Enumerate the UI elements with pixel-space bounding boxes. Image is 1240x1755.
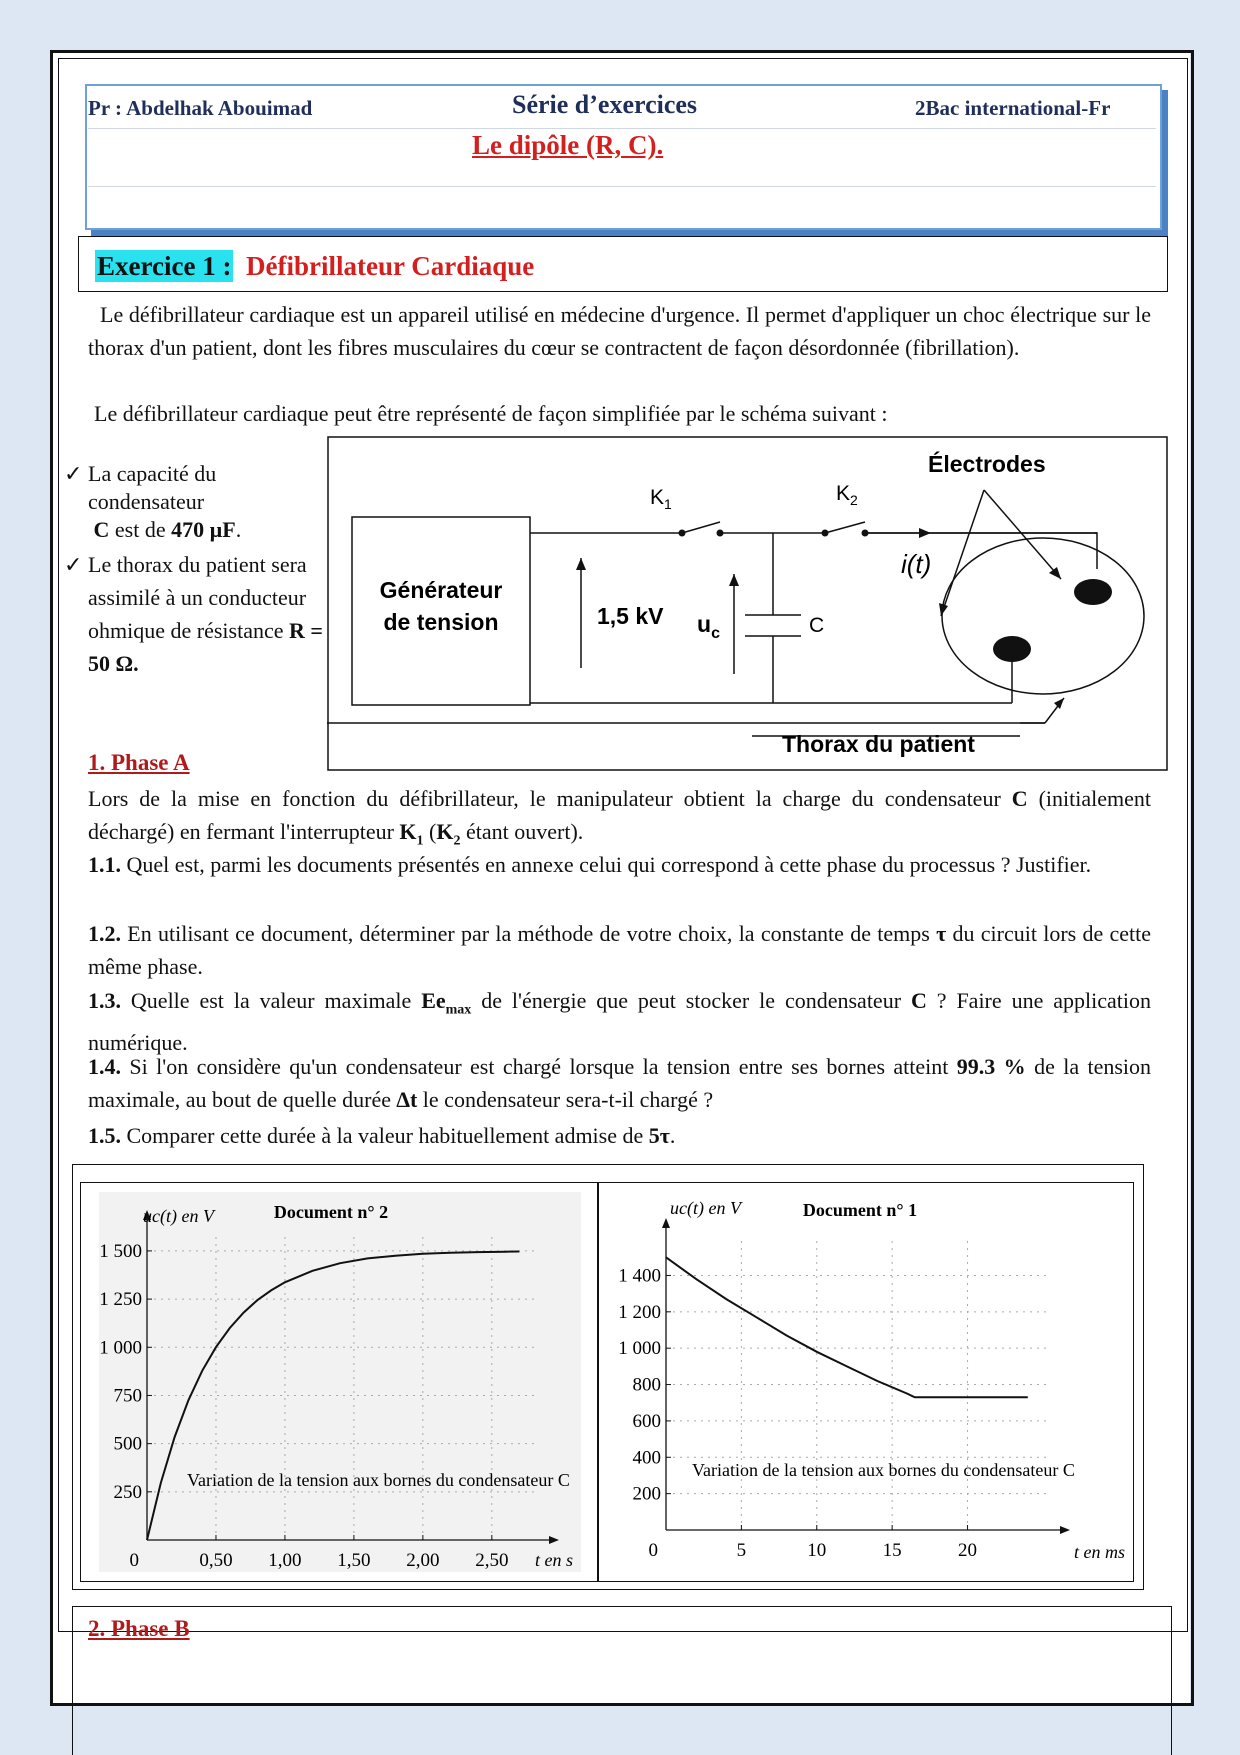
- exercise-title-box: [78, 236, 1168, 292]
- generator-label: de tension: [383, 609, 499, 635]
- schema-intro: Le défibrillateur cardiaque peut être représenté de façon simplifiée par le schéma suivant :: [94, 401, 888, 426]
- electrode: [1074, 579, 1112, 605]
- chart-document-1: [612, 1192, 1128, 1572]
- current-label: i(t): [901, 549, 932, 579]
- chart-title: Document n° 1: [802, 1200, 918, 1220]
- x-tick-label: 5: [736, 1540, 747, 1561]
- exercise-title: Défibrillateur Cardiaque: [246, 251, 535, 281]
- uc-label: $u_c$: [697, 611, 720, 642]
- y-tick-label: 1 000: [99, 1337, 142, 1359]
- capacitor-label: C: [809, 614, 825, 637]
- page-title: Le dipôle (R, C).: [472, 130, 664, 160]
- k2-label: $K_2$: [836, 482, 858, 508]
- x-tick-label: 15: [882, 1540, 902, 1561]
- y-tick-label: 1 500: [99, 1240, 142, 1262]
- x-axis-label: t en s: [535, 1550, 573, 1570]
- y-tick-label: 800: [632, 1374, 661, 1396]
- level: 2Bac international-Fr: [915, 96, 1111, 120]
- phase-b-title: 2. Phase B: [88, 1616, 190, 1641]
- intro-paragraph: Le défibrillateur cardiaque est un appareil utilisé en médecine d'urgence. Il permet d'appliquer un choc électrique sur le thorax d'un patient, dont les fibres musculaires du cœur se contractent de façon désordonnée (fibrillation).: [88, 302, 1151, 360]
- data-line: [666, 1257, 1028, 1397]
- k1-label: $K_1$: [650, 486, 672, 512]
- electrode: [993, 636, 1031, 662]
- question-1-4: 1.4. Si l'on considère qu'un condensateur est chargé lorsque la tension entre ses bornes atteint 99.3 % de la tension maximale, au bout de quelle durée ∆t le condensateur sera-t-il chargé ?: [88, 1054, 1152, 1112]
- phase-a-title: 1. Phase A: [88, 750, 190, 775]
- y-axis-label: uc(t) en V: [143, 1206, 214, 1226]
- x-tick-label: 0,50: [199, 1550, 233, 1571]
- x-tick-label: 20: [958, 1540, 978, 1561]
- y-tick-label: 1 000: [618, 1338, 661, 1360]
- bullet-thorax: ✓ Le thorax du patient sera assimilé à un conducteur ohmique de résistance R = 50 Ω.: [64, 548, 336, 680]
- header-line: [88, 186, 1156, 187]
- circuit-diagram: [327, 436, 1169, 772]
- phase-a-intro: Lors de la mise en fonction du défibrillateur, le manipulateur obtient la charge du condensateur C (initialement déchargé) en fermant l'interrupteur $K_1$ ($K_2$ étant ouvert).: [88, 786, 1151, 849]
- check-icon: ✓: [64, 461, 83, 486]
- question-1-3: 1.3. Quelle est la valeur maximale $Ee_{max}$ de l'énergie que peut stocker le condensateur C ? Faire une application numérique.: [88, 988, 1151, 1056]
- voltage-label: 1,5 kV: [597, 603, 664, 629]
- y-tick-label: 400: [632, 1447, 661, 1469]
- y-tick-label: 200: [632, 1483, 661, 1505]
- origin-label: 0: [129, 1550, 139, 1571]
- chart-annotation: Variation de la tension aux bornes du condensateur C: [692, 1460, 1075, 1480]
- x-axis-label: t en ms: [1074, 1542, 1125, 1562]
- thorax-label: Thorax du patient: [782, 731, 975, 757]
- y-tick-label: 600: [632, 1410, 661, 1432]
- generator-label: Générateur: [379, 577, 503, 603]
- y-tick-label: 1 200: [618, 1301, 661, 1323]
- chart-annotation: Variation de la tension aux bornes du condensateur C: [187, 1470, 570, 1490]
- y-tick-label: 1 250: [99, 1289, 142, 1311]
- y-axis-arrow: [662, 1218, 670, 1228]
- x-axis-arrow: [1060, 1526, 1070, 1534]
- x-tick-label: 2,00: [406, 1550, 440, 1571]
- x-tick-label: 1,50: [337, 1550, 371, 1571]
- y-tick-label: 250: [113, 1481, 142, 1503]
- author: Pr : Abdelhak Abouimad: [88, 96, 313, 120]
- question-1-5: 1.5. Comparer cette durée à la valeur habituellement admise de 5τ.: [88, 1123, 676, 1148]
- y-tick-label: 500: [113, 1433, 142, 1455]
- chart-title: Document n° 2: [273, 1202, 389, 1222]
- exercise-label: Exercice 1 :: [97, 251, 232, 281]
- series-title: Série d’exercices: [512, 90, 698, 119]
- chart-document-2: [99, 1192, 581, 1572]
- x-tick-label: 10: [807, 1540, 827, 1561]
- electrodes-label: Électrodes: [928, 451, 1046, 477]
- y-tick-label: 750: [113, 1385, 142, 1407]
- x-tick-label: 2,50: [475, 1550, 509, 1571]
- phase-b-box: [72, 1606, 1172, 1755]
- header-line: [88, 128, 1156, 129]
- x-tick-label: 1,00: [268, 1550, 302, 1571]
- check-icon: ✓: [64, 552, 83, 577]
- y-tick-label: 1 400: [618, 1265, 661, 1287]
- question-1-2: 1.2. En utilisant ce document, déterminer par la méthode de votre choix, la constante de temps τ du circuit lors de cette même phase.: [88, 921, 1152, 979]
- origin-label: 0: [648, 1540, 658, 1561]
- y-axis-label: uc(t) en V: [670, 1198, 741, 1218]
- bullet-capacity: ✓ La capacité du condensateur C est de 470 µF.: [64, 461, 242, 542]
- question-1-1: 1.1. Quel est, parmi les documents présentés en annexe celui qui correspond à cette phase du processus ? Justifier.: [88, 852, 1092, 877]
